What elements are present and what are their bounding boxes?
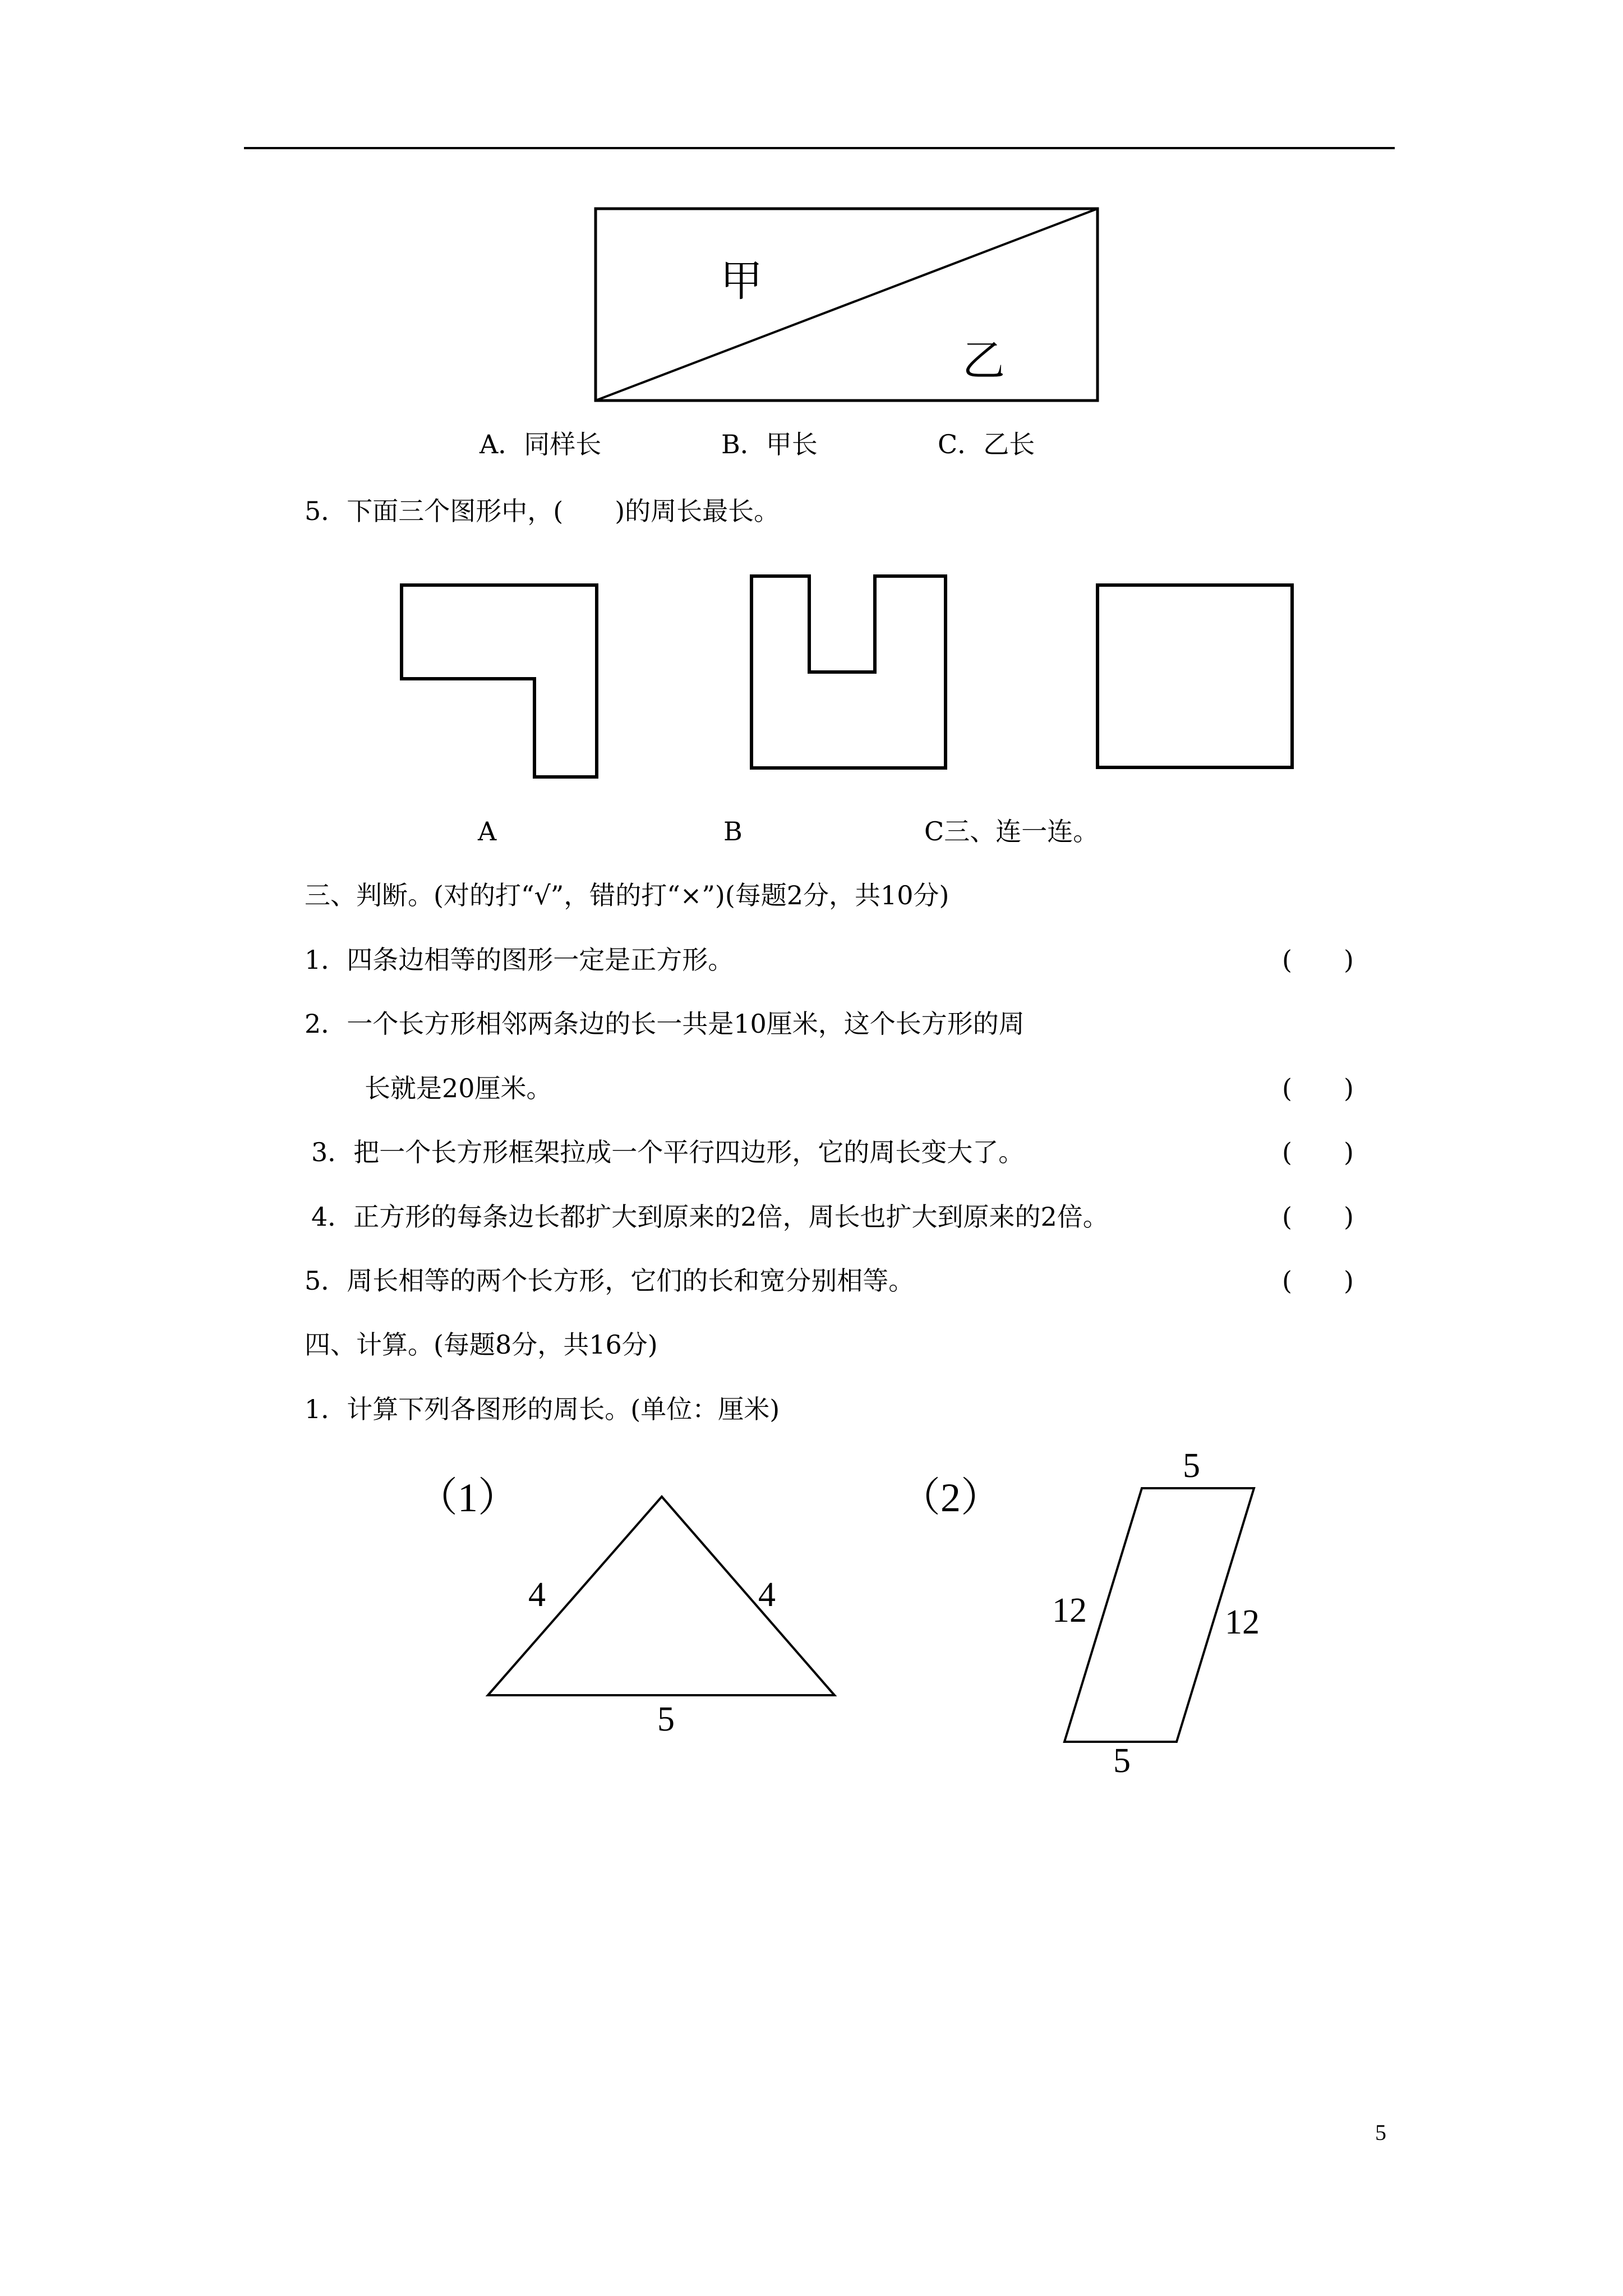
answer-blank-3[interactable]: ( ) xyxy=(1282,1137,1354,1167)
answer-blank-5[interactable]: ( ) xyxy=(1282,1266,1354,1296)
calc-question-1: 1．计算下列各图形的周长。(单位：厘米) xyxy=(305,1394,780,1424)
shape-b-u-shape xyxy=(751,576,946,768)
parallelogram-top: 5 xyxy=(1183,1447,1200,1485)
answer-blank-2[interactable]: ( ) xyxy=(1282,1073,1354,1103)
triangle-base: 5 xyxy=(657,1700,675,1738)
judge-item-5: 5．周长相等的两个长方形，它们的长和宽分别相等。 xyxy=(305,1266,915,1296)
option-a: A．同样长 xyxy=(479,429,602,459)
answer-blank-4[interactable]: ( ) xyxy=(1282,1202,1354,1232)
answer-blank-1[interactable]: ( ) xyxy=(1282,945,1354,975)
triangle-left-side: 4 xyxy=(528,1576,546,1614)
page-number: 5 xyxy=(1375,2120,1386,2145)
figure-1-label: （1） xyxy=(417,1475,519,1520)
shape-label-b: B xyxy=(723,816,743,846)
shape-a-l-shape xyxy=(402,585,597,777)
option-c: C．乙长 xyxy=(938,429,1035,459)
parallelogram-right-side: 12 xyxy=(1225,1603,1260,1641)
figure-2-label: （2） xyxy=(900,1475,1002,1520)
label-yi: 乙 xyxy=(962,335,1005,385)
judge-item-1: 1．四条边相等的图形一定是正方形。 xyxy=(305,945,734,975)
triangle-right-side: 4 xyxy=(758,1576,776,1614)
shape-label-c: C三、连一连。 xyxy=(924,816,1099,846)
diagonal-line xyxy=(596,209,1098,401)
judge-item-3: 3．把一个长方形框架拉成一个平行四边形，它的周长变大了。 xyxy=(311,1137,1025,1167)
section-4-heading: 四、计算。(每题8分，共16分) xyxy=(305,1329,658,1360)
judge-item-2: 2．一个长方形相邻两条边的长一共是10厘米，这个长方形的周 xyxy=(305,1009,1025,1039)
shape-label-a: A xyxy=(478,816,497,846)
section-3-heading: 三、判断。(对的打“√”，错的打“×”)(每题2分，共10分) xyxy=(305,880,949,910)
shape-c-square xyxy=(1098,585,1292,767)
question-5: 5．下面三个图形中，( )的周长最长。 xyxy=(305,496,780,526)
parallelogram-bottom: 5 xyxy=(1113,1742,1131,1780)
judge-item-4: 4．正方形的每条边长都扩大到原来的2倍，周长也扩大到原来的2倍。 xyxy=(311,1202,1109,1232)
label-jia: 甲 xyxy=(720,256,763,306)
judge-item-2-cont: 长就是20厘米。 xyxy=(365,1073,552,1103)
option-b: B．甲长 xyxy=(721,429,818,459)
parallelogram-left-side: 12 xyxy=(1052,1591,1087,1630)
